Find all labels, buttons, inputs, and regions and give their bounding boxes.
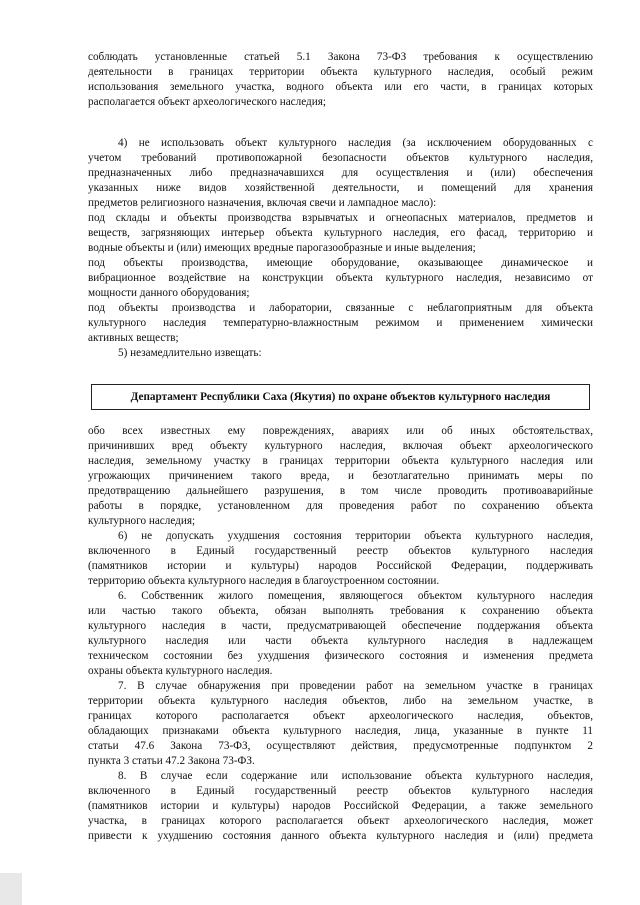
text-line: указанных ниже видов хозяйственной деятельности, и помещений для хранения (88, 182, 593, 194)
paragraph-item-4-5 (88, 136, 593, 361)
text-line: пункта 3 статьи 47.2 Закона 73-ФЗ. (88, 755, 255, 767)
text-line: обо всех известных ему повреждениях, авариях или об иных обстоятельствах, (88, 425, 593, 437)
text-line: соблюдать установленные статьей 5.1 Закона 73-ФЗ требования к осуществлению (88, 51, 593, 63)
scan-shadow (0, 873, 22, 905)
text-line: 5) незамедлительно извещать: (118, 347, 262, 359)
text-line: охраны объекта культурного наследия. (88, 665, 273, 677)
text-line: водные объекты и (или) имеющих вредные парогазообразные и иные выделения; (88, 242, 476, 254)
text-line: активных веществ; (88, 332, 179, 344)
text-line: наследия, земельному участку в границах территории объекта культурного наследия или (88, 455, 593, 467)
text-line: культурного наследия температурно-влажностным режимом и применением химически (88, 317, 593, 329)
text-line: привести к ухудшению состояния данного объекта культурного наследия и (или) предмета (88, 830, 593, 842)
text-line: деятельности в границах территории объекта культурного наследия, особый режим (88, 66, 593, 78)
text-line: границах которого располагается объект археологического наследия, объектов, (88, 710, 593, 722)
text-line: 4) не использовать объект культурного наследия (за исключением оборудованных с (118, 137, 593, 149)
text-line: под объекты производства и лаборатории, связанные с неблагоприятным для объекта (88, 302, 593, 314)
text-line: предназначенных либо предназначавшихся для осуществления и (или) обеспечения (88, 167, 593, 179)
text-line: участка, в границах которого располагается объект археологического наследия, может (88, 815, 593, 827)
text-line: техническом состоянии без ухудшения физического состояния и изменения предмета (88, 650, 593, 662)
paragraph-requirements (88, 50, 593, 110)
text-line: угрожающих причинением такого вреда, и безотлагательно принимать меры по (88, 470, 593, 482)
text-line: или частью такого объекта, обязан выполнять требования к сохранению объекта (88, 605, 593, 617)
text-line: культурного наследия в части, предусматривающей обеспечение поддержания объекта (88, 620, 593, 632)
text-line: включенного в Единый государственный реестр объектов культурного наследия (88, 785, 593, 797)
text-line: 8. В случае если содержание или использование объекта культурного наследия, (118, 770, 593, 782)
text-line: использования земельного участка, водного объекта или его части, в границах которых (88, 81, 593, 93)
text-line: (памятников истории и культуры) народов Российской Федерации, а также земельного (88, 800, 593, 812)
text-line: веществ, загрязняющих интерьер объекта культурного наследия, его фасад, территорию и (88, 227, 593, 239)
text-line: 6) не допускать ухудшения состояния территории объекта культурного наследия, (118, 530, 593, 542)
text-line: обладающих признаками объекта культурного наследия, лица, указанные в пункте 11 (88, 725, 593, 737)
text-line: располагается объект археологического наследия; (88, 96, 326, 108)
text-line: территории объекта культурного наследия объектов, либо на земельном участке, в (88, 695, 593, 707)
text-line: (памятников истории и культуры) народов Российской Федерации, поддерживать (88, 560, 593, 572)
text-line: включенного в Единый государственный реестр объектов культурного наследия (88, 545, 593, 557)
text-line: культурного наследия; (88, 515, 196, 527)
text-line: вибрационное воздействие на конструкции объекта культурного наследия, независимо от (88, 272, 593, 284)
paragraph-items-6-8 (88, 424, 593, 844)
department-box (91, 384, 590, 410)
text-line: 6. Собственник жилого помещения, являющегося объектом культурного наследия (118, 590, 593, 602)
department-label: Департамент Республики Саха (Якутия) по охране объектов культурного наследия (130, 391, 551, 403)
text-line: мощности данного оборудования; (88, 287, 250, 299)
text-line: причинивших вред объекту культурного наследия, включая объект археологического (88, 440, 593, 452)
text-line: работы в порядке, установленном для проведения работ по сохранению объекта (88, 500, 593, 512)
text-line: учетом требований противопожарной безопасности объектов культурного наследия, (88, 152, 593, 164)
text-line: культурного наследия или части объекта культурного наследия в надлежащем (88, 635, 593, 647)
text-line: под склады и объекты производства взрывчатых и огнеопасных материалов, предметов и (88, 212, 593, 224)
text-line: 7. В случае обнаружения при проведении работ на земельном участке в границах (118, 680, 593, 692)
text-line: статьи 47.6 Закона 73-ФЗ, осуществляют действия, предусмотренные подпунктом 2 (88, 740, 593, 752)
text-line: предотвращению дальнейшего разрушения, в том числе проводить противоаварийные (88, 485, 593, 497)
text-line: территорию объекта культурного наследия в благоустроенном состоянии. (88, 575, 440, 587)
text-line: под объекты производства, имеющие оборудование, оказывающее динамическое и (88, 257, 593, 269)
text-line: предметов религиозного назначения, включая свечи и лампадное масло): (88, 197, 437, 209)
